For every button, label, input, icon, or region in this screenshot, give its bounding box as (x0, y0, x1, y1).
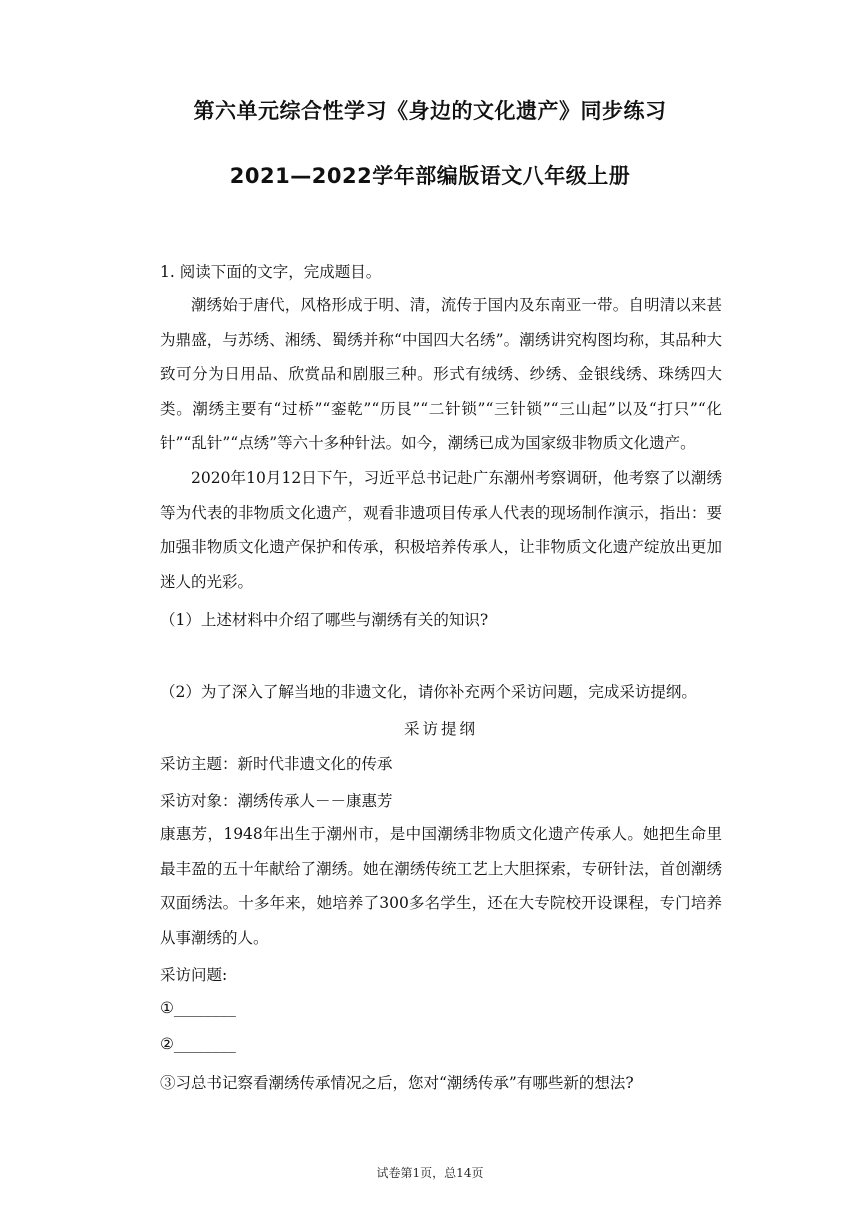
page-footer: 试卷第1页，总14页 (376, 1166, 484, 1180)
passage-paragraph-2: 2020年10月12日下午，习近平总书记赴广东潮州考察调研，他考察了以潮绣等为代表的非物质文化遗产，观看非遗项目传承人代表的现场制作演示，指出：要加强非物质文化遗产保护和传承，积极培养传承人，让非物质文化遗产绽放出更加迷人的光彩。 (160, 469, 722, 591)
question-heading: 1. 阅读下面的文字，完成题目。 (160, 263, 382, 281)
passage-paragraph-1: 潮绣始于唐代，风格形成于明、清，流传于国内及东南亚一带。自明清以来甚为鼎盛，与苏绣、湘绣、蜀绣并称“中国四大名绣”。潮绣讲究构图均称，其品种大致可分为日用品、欣赏品和剧服三种。形式有绒绣、纱绣、金银线绣、珠绣四大类。潮绣主要有“过桥”“銮乾”“历艮”“二针锁”“三针锁”“三山起”以及“打只”“化针”“乱针”“点绣”等六十多种针法。如今，潮绣已成为国家级非物质文化遗产。 (160, 296, 722, 452)
sub-question-1: （1）上述材料中介绍了哪些与潮绣有关的知识? (160, 611, 489, 629)
document-title: 第六单元综合性学习《身边的文化遗产》同步练习 (193, 99, 667, 123)
outline-bio: 康惠芳，1948年出生于潮州市，是中国潮绣非物质文化遗产传承人。她把生命里最丰盈的五十年献给了潮绣。她在潮绣传统工艺上大胆探索，专研针法，首创潮绣双面绣法。十多年来，她培养了300多名学生，还在大专院校开设课程，专门培养从事潮绣的人。 (160, 825, 722, 947)
sub-question-2: （2）为了深入了解当地的非遗文化，请你补充两个采访问题，完成采访提纲。 (160, 683, 697, 701)
outline-subject: 采访对象：潮绣传承人－－康惠芳 (160, 792, 393, 810)
outline-question-3: ③习总书记察看潮绣传承情况之后，您对“潮绣传承”有哪些新的想法? (160, 1074, 634, 1092)
outline-theme: 采访主题：新时代非遗文化的传承 (160, 755, 393, 773)
outline-title: 采访提纲 (403, 720, 478, 738)
outline-question-1-blank: ①________ (160, 999, 236, 1017)
outline-question-2-blank: ②________ (160, 1035, 236, 1053)
document-subtitle: 2021—2022学年部编版语文八年级上册 (229, 164, 631, 188)
outline-questions-label: 采访问题: (160, 966, 228, 984)
